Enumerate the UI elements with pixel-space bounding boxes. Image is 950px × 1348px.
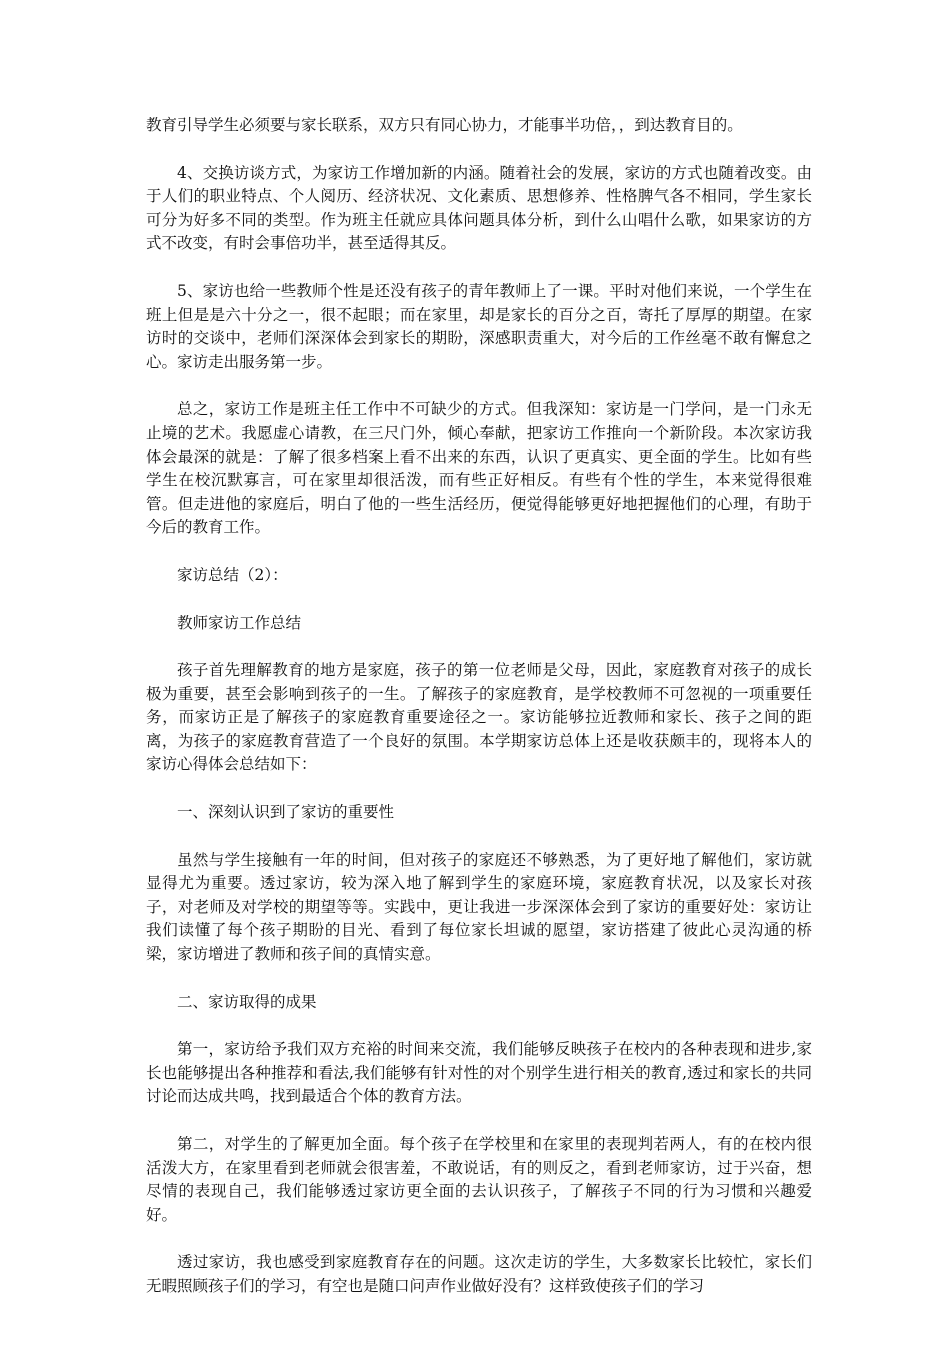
section-heading-importance: 一、深刻认识到了家访的重要性 [177,803,395,822]
paragraph-importance: 虽然与学生接触有一年的时间，但对孩子的家庭还不够熟悉，为了更好地了解他们，家访就显得尤为重要。透过家访，较为深入地了解到学生的家庭环境，家庭教育状况，以及家长对孩子，对老师及对学校的期望等等。实践中，更让我进一步深深体会到了家访的重要好处：家访让我们读懂了每个孩子期盼的目光、看到了每位家长坦诚的愿望，家访搭建了彼此心灵沟通的桥梁，家访增进了教师和孩子间的真情实意。 [146,850,812,964]
document-body [146,114,812,1323]
paragraph-conclusion: 总之，家访工作是班主任工作中不可缺少的方式。但我深知：家访是一门学问，是一门永无止境的艺术。我愿虚心请教，在三尺门外，倾心奉献，把家访工作推向一个新阶段。本次家访我体会最深的就是：了解了很多档案上看不出来的东西，认识了更真实、更全面的学生。比如有些学生在校沉默寡言，可在家里却很活泼，而有些正好相反。有些有个性的学生，本来觉得很难管。但走进他的家庭后，明白了他的一些生活经历，便觉得能够更好地把握他们的心理，有助于今后的教育工作。 [146,400,812,537]
paragraph-point-4: 4、交换访谈方式，为家访工作增加新的内涵。随着社会的发展，家访的方式也随着改变。由于人们的职业特点、个人阅历、经济状况、文化素质、思想修养、性格脾气各不相同，学生家长可分为好多不同的类型。作为班主任就应具体问题具体分析，到什么山唱什么歌，如果家访的方式不改变，有时会事倍功半，甚至适得其反。 [146,163,812,253]
paragraph-problems: 透过家访，我也感受到家庭教育存在的问题。这次走访的学生，大多数家长比较忙，家长们无暇照顾孩子们的学习，有空也是随口问声作业做好没有？这样致使孩子们的学习 [146,1253,812,1295]
paragraph-result-second: 第二，对学生的了解更加全面。每个孩子在学校里和在家里的表现判若两人，有的在校内很活泼大方，在家里看到老师就会很害羞，不敢说话，有的则反之，看到老师家访，过于兴奋，想尽情的表现自己，我们能够透过家访更全面的去认识孩子，了解孩子不同的行为习惯和兴趣爱好。 [146,1135,812,1224]
section-heading-summary-2: 家访总结（2）： [177,565,288,584]
paragraph-result-first: 第一，家访给予我们双方充裕的时间来交流，我们能够反映孩子在校内的各种表现和进步,家长也能够提出各种推荐和看法,我们能够有针对性的对个别学生进行相关的教育,透过和家长的共同讨论而达成共鸣，找到最适合个体的教育方法。 [146,1040,812,1106]
document-title: 教师家访工作总结 [177,613,302,632]
paragraph-intro: 孩子首先理解教育的地方是家庭，孩子的第一位老师是父母，因此，家庭教育对孩子的成长极为重要，甚至会影响到孩子的一生。了解孩子的家庭教育，是学校教师不可忽视的一项重要任务，而家访正是了解孩子的家庭教育重要途径之一。家访能够拉近教师和家长、孩子之间的距离，为孩子的家庭教育营造了一个良好的氛围。本学期家访总体上还是收获颇丰的，现将本人的家访心得体会总结如下： [146,661,812,774]
paragraph-point-5: 5、家访也给一些教师个性是还没有孩子的青年教师上了一课。平时对他们来说，一个学生在班上但是是六十分之一，很不起眼；而在家里，却是家长的百分之百，寄托了厚厚的期望。在家访时的交谈中，老师们深深体会到家长的期盼，深感职责重大，对今后的工作丝毫不敢有懈怠之心。家访走出服务第一步。 [146,281,812,371]
paragraph-continuation: 教育引导学生必须要与家长联系，双方只有同心协力，才能事半功倍，，到达教育目的。 [146,116,743,134]
section-heading-results: 二、家访取得的成果 [177,992,317,1011]
